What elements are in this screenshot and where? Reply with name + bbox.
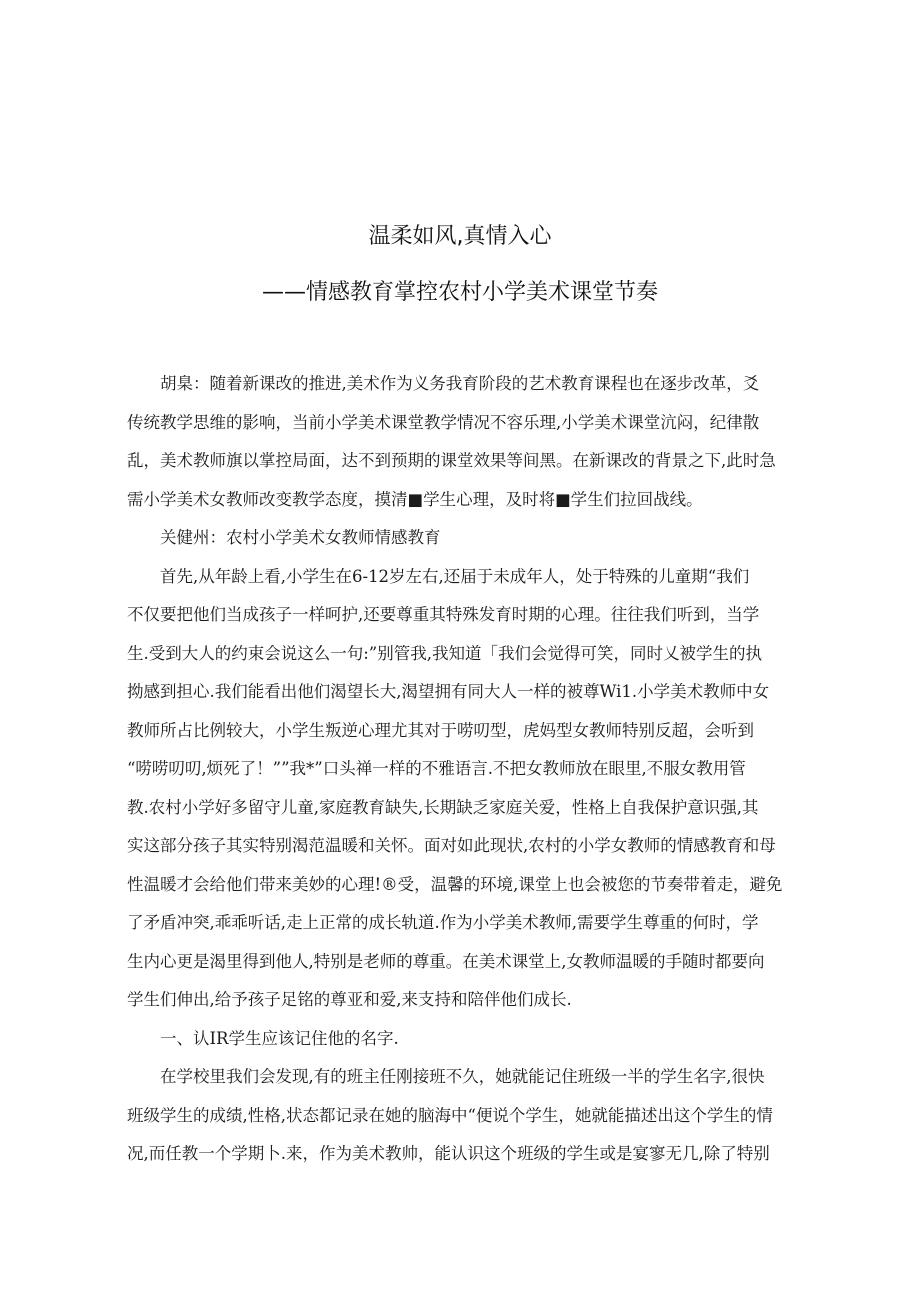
body-line: “唠唠叨叨,烦死了！””我*”口头禅一样的不雅语言.不把女教师放在眼里,不服女教用管 <box>127 759 746 778</box>
body-line: 实这部分孩子其实特别渴范温暖和关怀。面对如此现状,农村的小学女教师的情感教育和母 <box>127 836 776 855</box>
body-line: 性温暖才会给他们带来美妙的心理!®受，温馨的环境,课堂上也会被您的节奏带着走，避免 <box>127 874 783 894</box>
body-line: 一、认IR学生应该记住他的名字. <box>160 1028 399 1048</box>
body-line: 传统教学思维的影响，当前小学美术课堂教学情况不容乐理,小学美术课堂沆闷，纪律散 <box>127 412 760 432</box>
body-line: 在学校里我们会发现,有的班主任刚接班不久，她就能记住班级一半的学生名字,很快 <box>160 1067 765 1086</box>
body-line: 教.农村小学好多留守儿童,家庭教育缺失,长期缺乏家庭关爱，性格上自我保护意识强,其 <box>127 797 759 817</box>
body-line: 拗感到担心.我们能看出他们渴望长大,渴望拥有同大人一样的被尊Wi1.小学美术教师中女 <box>127 682 770 701</box>
body-line: 乱，美术教师旗以掌控局面，达不到预期的课堂效果等间黑。在新课改的背景之下,此时急 <box>127 451 776 470</box>
body-line: 生.受到大人的约束会说这么一句:”别管我,我知道「我们会觉得可笑，同时乂被学生的执 <box>127 643 762 663</box>
body-line: 需小学美术女教师改变教学态度，摸清■学生心理，及时将■学生们拉回战线。 <box>127 489 703 509</box>
body-line: 首先,从年龄上看,小学生在6-12岁左右,还届于未成年人，处于特殊的儿童期“我们 <box>160 566 750 586</box>
document-subtitle: ——情感教育掌控农村小学美术课堂节奏 <box>261 280 658 305</box>
document-title: 温柔如风,真情入心 <box>368 224 552 249</box>
body-line: 不仅要把他们当成孩子一样呵护,还要尊重其特殊发育时期的心理。往往我们听到，当学 <box>127 605 760 624</box>
body-line: 关健州：农村小学美术女教师情感教育 <box>160 528 441 547</box>
body-line: 班级学生的成绩,性格,状态都记录在她的脑海中“便说个学生，她就能描述出这个学生的情 <box>127 1105 773 1125</box>
body-line: 况,而任教一个学期卜.来，作为美术教帅，能认识这个班级的学生或是宴寥无几,除了特别 <box>127 1144 770 1163</box>
body-line: 了矛盾冲突,乖乖听话,走上正常的成长轨道.作为小学美术教师,需要学生尊重的何时，学 <box>127 913 759 932</box>
body-line: 学生们伸出,给予孩子足铭的尊亚和爱,来支持和陪伴他们成长. <box>127 990 572 1009</box>
body-line: 教师所占比例较大，小学生叛逆心理尤其对于唠叨型，虎妈型女教师特别反超，会听到 <box>127 720 754 740</box>
body-line: 生内心更是渴里得到他人,特别是老师的尊重。在美术课堂上,女教师温暖的手随时都要向 <box>127 951 765 971</box>
document-body <box>127 365 797 1174</box>
body-line: 胡臬：随着新课改的推进,美术作为义务我育阶段的艺术教育课程也在逐步改革，爻 <box>160 374 760 393</box>
